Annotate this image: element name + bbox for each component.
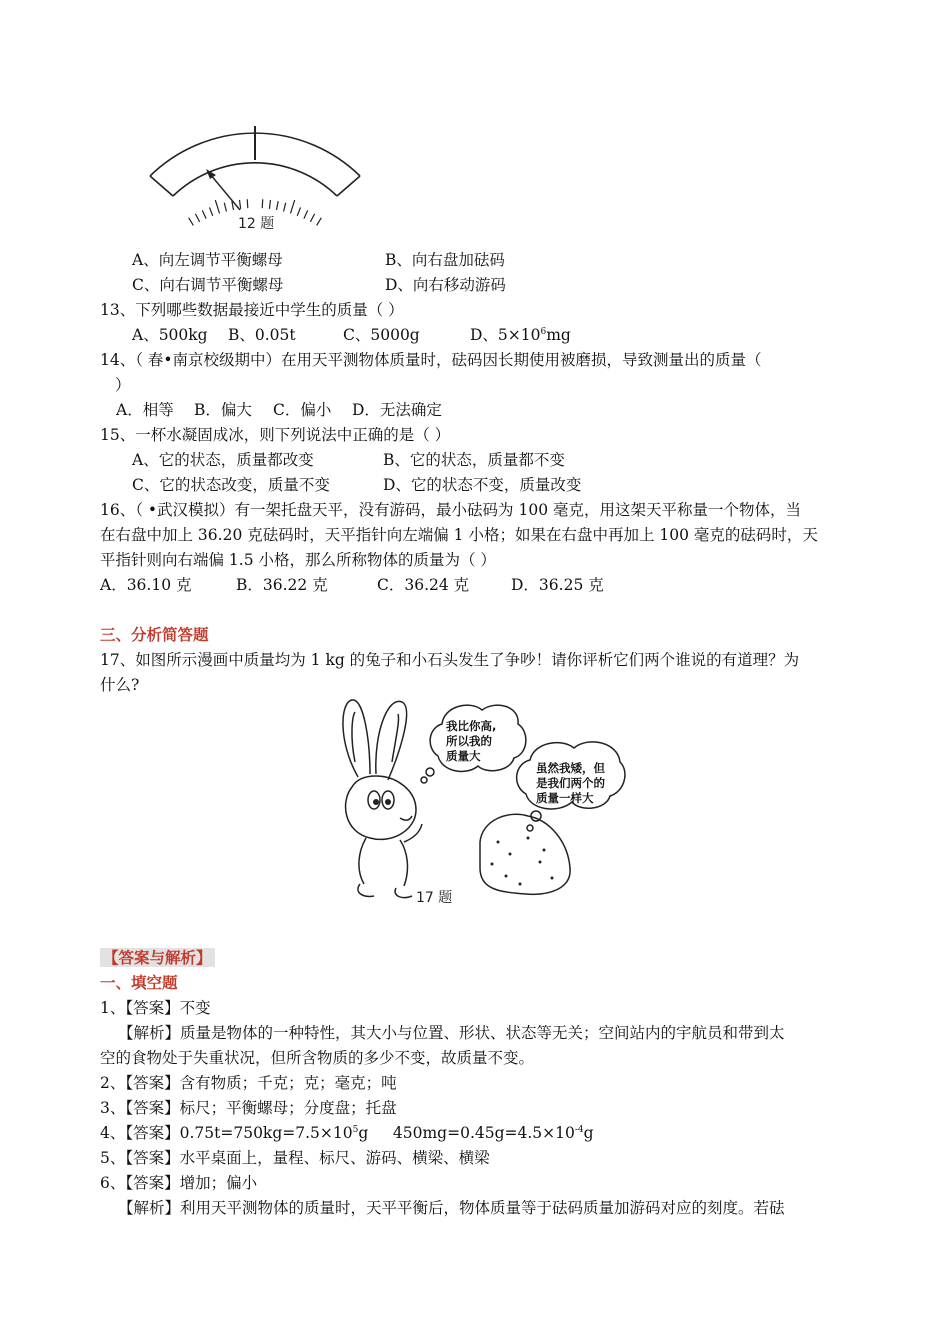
q15-option-d: D、它的状态不变，质量改变	[383, 476, 582, 494]
q14-stem-line2: ）	[115, 376, 131, 394]
q14-option-b: B．偏大	[194, 401, 252, 419]
bubble1-line3: 质量大	[446, 749, 481, 763]
dial-tick	[310, 214, 314, 222]
dial-tick	[247, 199, 248, 208]
q12-option-d: D、向右移动游码	[385, 276, 506, 294]
answers-section1-heading: 一、填空题	[100, 973, 178, 992]
q16-option-b: B．36.22 克	[236, 576, 328, 594]
q14-option-a: A．相等	[116, 401, 174, 419]
q16-stem-line2: 在右盘中加上 36.20 克砝码时，天平指针向左端偏 1 小格；如果在右盘中再加上 100 毫克的砝码时，天	[100, 526, 818, 544]
dial-tick	[290, 200, 294, 213]
dial-tick	[269, 200, 270, 209]
section3-heading: 三、分析简答题	[100, 625, 209, 644]
dial-tick	[317, 218, 322, 226]
dial-tick	[240, 200, 241, 209]
rabbit-rock-cartoon	[330, 692, 630, 914]
q12-option-c: C、向右调节平衡螺母	[132, 276, 284, 294]
answer-1-explanation-line2: 空的食物处于失重状况，但所含物质的多少不变，故质量不变。	[100, 1049, 535, 1067]
svg-text:我比你高, 所以我的 质量大 虽然我	[446, 719, 609, 805]
dial-tick	[202, 210, 206, 218]
q14-option-c: C．偏小	[273, 401, 332, 419]
q13-stem: 13、下列哪些数据最接近中学生的质量（ ）	[100, 301, 404, 319]
q14-stem-line1: 14、（ 春•南京校级期中）在用天平测物体质量时，砝码因长期使用被磨损，导致测量出的质量（	[100, 351, 762, 369]
bubble1-line1: 我比你高,	[446, 719, 497, 733]
q13-option-c: C、5000g	[343, 326, 420, 344]
q17-stem-line1: 17、如图所示漫画中质量均为 1 kg 的兔子和小石头发生了争吵！请你评析它们两个谁说的有道理？为	[100, 651, 800, 669]
answer-1: 1、【答案】不变	[100, 999, 211, 1017]
q15-stem: 15、一杯水凝固成冰，则下列说法中正确的是（ ）	[100, 426, 451, 444]
bubble1-line2: 所以我的	[446, 734, 492, 748]
q15-option-a: A、它的状态，质量都改变	[132, 451, 314, 469]
fig12-caption: 12 题	[238, 216, 275, 232]
q14-option-d: D．无法确定	[352, 401, 442, 419]
dial-tick	[297, 207, 300, 215]
fig17-caption: 17 题	[416, 890, 453, 906]
balance-dial-figure	[140, 118, 380, 238]
bubble2-line1: 虽然我矮，但	[536, 761, 605, 775]
answer-3: 3、【答案】标尺；平衡螺母；分度盘；托盘	[100, 1099, 397, 1117]
bubble2-line3: 质量一样大	[536, 791, 594, 805]
answer-6: 6、【答案】增加；偏小	[100, 1174, 258, 1192]
answer-5: 5、【答案】水平桌面上，量程、标尺、游码、横梁、横梁	[100, 1149, 490, 1167]
dial-tick	[284, 203, 286, 212]
answer-2: 2、【答案】含有物质；千克；克；毫克；吨	[100, 1074, 397, 1092]
q13-option-b: B、0.05t	[228, 326, 296, 344]
dial-tick	[209, 207, 212, 215]
q15-option-b: B、它的状态，质量都不变	[383, 451, 565, 469]
q12-option-b: B、向右盘加砝码	[385, 251, 505, 269]
q13-option-a: A、500kg	[132, 326, 208, 344]
q12-option-a: A、向左调节平衡螺母	[132, 251, 283, 269]
dial-tick	[276, 201, 278, 210]
q16-option-a: A．36.10 克	[100, 576, 192, 594]
answer-6-explanation-line1: 【解析】利用天平测物体的质量时，天平平衡后，物体质量等于砝码质量加游码对应的刻度。若砝	[118, 1199, 785, 1217]
q17-stem-line2: 什么?	[100, 676, 140, 694]
dial-tick	[215, 200, 219, 213]
q16-option-d: D．36.25 克	[511, 576, 604, 594]
q16-stem-line1: 16、（ •武汉模拟）有一架托盘天平，没有游码，最小砝码为 100 毫克，用这架天平称量一个物体，当	[100, 501, 801, 519]
answer-1-explanation-line1: 【解析】质量是物体的一种特性，其大小与位置、形状、状态等无关；空间站内的宇航员和带到太	[118, 1024, 785, 1042]
dial-tick	[224, 203, 226, 212]
q15-option-c: C、它的状态改变，质量不变	[132, 476, 330, 494]
answer-4: 4、【答案】$0.75t=750kg=7.5\times 10^5g$ $450mg=0.45g=4.5\times 10^{-4}g$	[100, 1124, 594, 1142]
bubble2-line2: 是我们两个的	[536, 776, 605, 790]
dial-tick	[189, 218, 194, 226]
q16-option-c: C．36.24 克	[377, 576, 470, 594]
q13-option-d: D、$5\times 10^6mg$	[470, 326, 571, 344]
dial-tick	[195, 214, 199, 222]
q16-stem-line3: 平指针则向右端偏 1.5 小格，那么所称物体的质量为（ ）	[100, 551, 496, 569]
dial-tick	[262, 199, 263, 208]
dial-tick	[304, 210, 308, 218]
answers-header: 【答案与解析】	[100, 947, 215, 969]
